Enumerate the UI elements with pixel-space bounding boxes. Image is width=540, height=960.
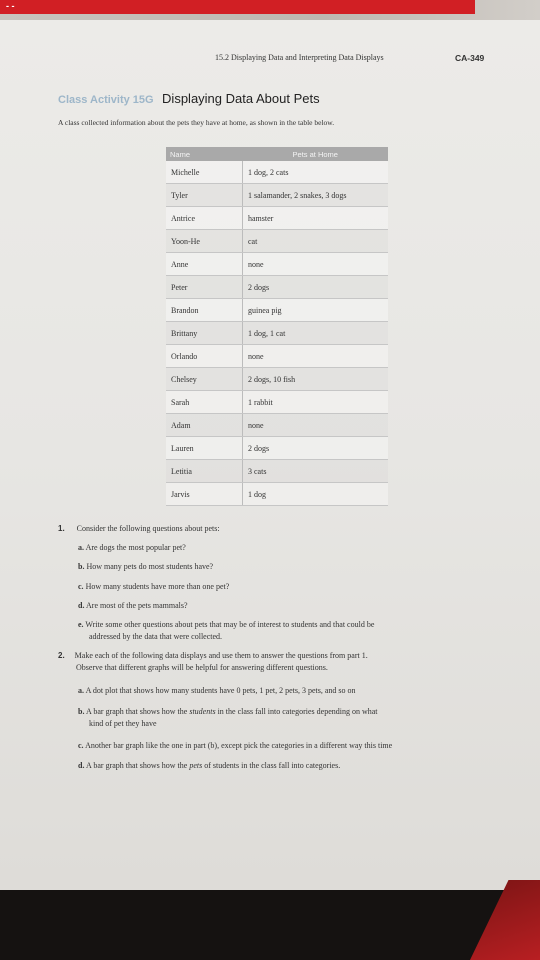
table-row <box>166 368 388 391</box>
item-letter: a. <box>78 543 84 552</box>
item-letter: e. <box>78 620 84 629</box>
cell-name: Brandon <box>166 299 243 322</box>
question-number: 2. <box>58 651 65 660</box>
question-text: Make each of the following data displays and use them to answer the questions from part 1. <box>74 651 368 660</box>
cell-name: Lauren <box>166 437 243 460</box>
intro-text: A class collected information about the pets they have at home, as shown in the table below. <box>58 118 335 127</box>
q1-item-e <box>78 619 374 642</box>
red-band <box>0 0 475 14</box>
cell-pets: hamster <box>243 207 389 230</box>
pets-table <box>166 147 388 506</box>
table-row <box>166 437 388 460</box>
cell-pets: 1 rabbit <box>243 391 389 414</box>
table-row <box>166 414 388 437</box>
page-number: CA-349 <box>455 53 485 63</box>
background-bottom <box>0 890 540 960</box>
cell-pets: none <box>243 414 389 437</box>
item-text: A dot plot that shows how many students have 0 pets, 1 pet, 2 pets, 3 pets, and so on <box>85 686 356 695</box>
cell-pets: 3 cats <box>243 460 389 483</box>
q1-item-d <box>78 600 188 612</box>
item-text: How many students have more than one pet? <box>85 582 230 591</box>
col-header-pets: Pets at Home <box>243 147 389 161</box>
cell-pets: 1 dog, 1 cat <box>243 322 389 345</box>
cell-name: Antrice <box>166 207 243 230</box>
cell-name: Adam <box>166 414 243 437</box>
q2-item-c <box>78 740 392 752</box>
item-emphasis: students <box>189 707 216 716</box>
table-row <box>166 253 388 276</box>
item-letter: b. <box>78 707 85 716</box>
question-text: Consider the following questions about pets: <box>76 524 220 533</box>
q1-item-b <box>78 561 213 573</box>
cell-pets: 1 dog <box>243 483 389 506</box>
item-letter: d. <box>78 761 85 770</box>
item-text: Are most of the pets mammals? <box>86 601 188 610</box>
running-head <box>215 53 485 63</box>
corner-mark: - - <box>6 1 15 11</box>
q2-item-b <box>78 706 378 729</box>
q2-item-d <box>78 760 340 772</box>
cell-pets: 1 dog, 2 cats <box>243 161 389 184</box>
table-row <box>166 276 388 299</box>
item-letter: c. <box>78 582 84 591</box>
table-row <box>166 184 388 207</box>
cell-pets: 2 dogs <box>243 276 389 299</box>
item-text: A bar graph that shows how the <box>86 761 188 770</box>
worksheet-page <box>0 20 540 890</box>
cell-name: Sarah <box>166 391 243 414</box>
table-row <box>166 299 388 322</box>
activity-main-title: Displaying Data About Pets <box>162 91 320 106</box>
table-row <box>166 483 388 506</box>
cell-pets: none <box>243 253 389 276</box>
table-row <box>166 161 388 184</box>
item-text-post: in the class fall into categories depending on what <box>217 707 378 716</box>
table-row <box>166 230 388 253</box>
question-2 <box>58 650 368 673</box>
cell-pets: 1 salamander, 2 snakes, 3 dogs <box>243 184 389 207</box>
item-text: Write some other questions about pets that may be of interest to students and that could be <box>85 620 375 629</box>
item-letter: c. <box>78 741 84 750</box>
table-row <box>166 345 388 368</box>
question-1 <box>58 523 220 535</box>
activity-prefix: Class Activity 15G <box>58 94 154 106</box>
item-text-post: of students in the class fall into categories. <box>204 761 341 770</box>
cell-name: Peter <box>166 276 243 299</box>
cell-name: Yoon-He <box>166 230 243 253</box>
item-letter: d. <box>78 601 85 610</box>
item-text: How many pets do most students have? <box>86 562 214 571</box>
cell-name: Jarvis <box>166 483 243 506</box>
q1-item-a <box>78 542 186 554</box>
table-row <box>166 391 388 414</box>
cell-pets: cat <box>243 230 389 253</box>
running-head-text: 15.2 Displaying Data and Interpreting Data Displays <box>215 53 384 62</box>
q2-item-a <box>78 685 356 697</box>
activity-title <box>58 90 320 108</box>
cell-name: Orlando <box>166 345 243 368</box>
item-text: Are dogs the most popular pet? <box>85 543 186 552</box>
item-text: A bar graph that shows how the <box>86 707 188 716</box>
item-text: Another bar graph like the one in part (b), except pick the categories in a different way this time <box>85 741 393 750</box>
table-row <box>166 207 388 230</box>
cell-name: Anne <box>166 253 243 276</box>
table-row <box>166 322 388 345</box>
cell-name: Letitia <box>166 460 243 483</box>
item-text-cont: addressed by the data that were collected. <box>89 631 223 641</box>
table-header-row <box>166 147 388 161</box>
question-number: 1. <box>58 524 65 533</box>
col-header-name: Name <box>166 147 243 161</box>
cell-pets: 2 dogs <box>243 437 389 460</box>
cell-name: Brittany <box>166 322 243 345</box>
item-letter: a. <box>78 686 84 695</box>
item-emphasis: pets <box>189 761 203 770</box>
item-letter: b. <box>78 562 85 571</box>
q1-item-c <box>78 581 229 593</box>
cell-name: Michelle <box>166 161 243 184</box>
cell-pets: none <box>243 345 389 368</box>
cell-name: Chelsey <box>166 368 243 391</box>
cell-pets: 2 dogs, 10 fish <box>243 368 389 391</box>
cell-name: Tyler <box>166 184 243 207</box>
table-row <box>166 460 388 483</box>
question-text-cont: Observe that different graphs will be helpful for answering different questions. <box>76 662 328 672</box>
cell-pets: guinea pig <box>243 299 389 322</box>
item-text-cont: kind of pet they have <box>89 718 157 728</box>
